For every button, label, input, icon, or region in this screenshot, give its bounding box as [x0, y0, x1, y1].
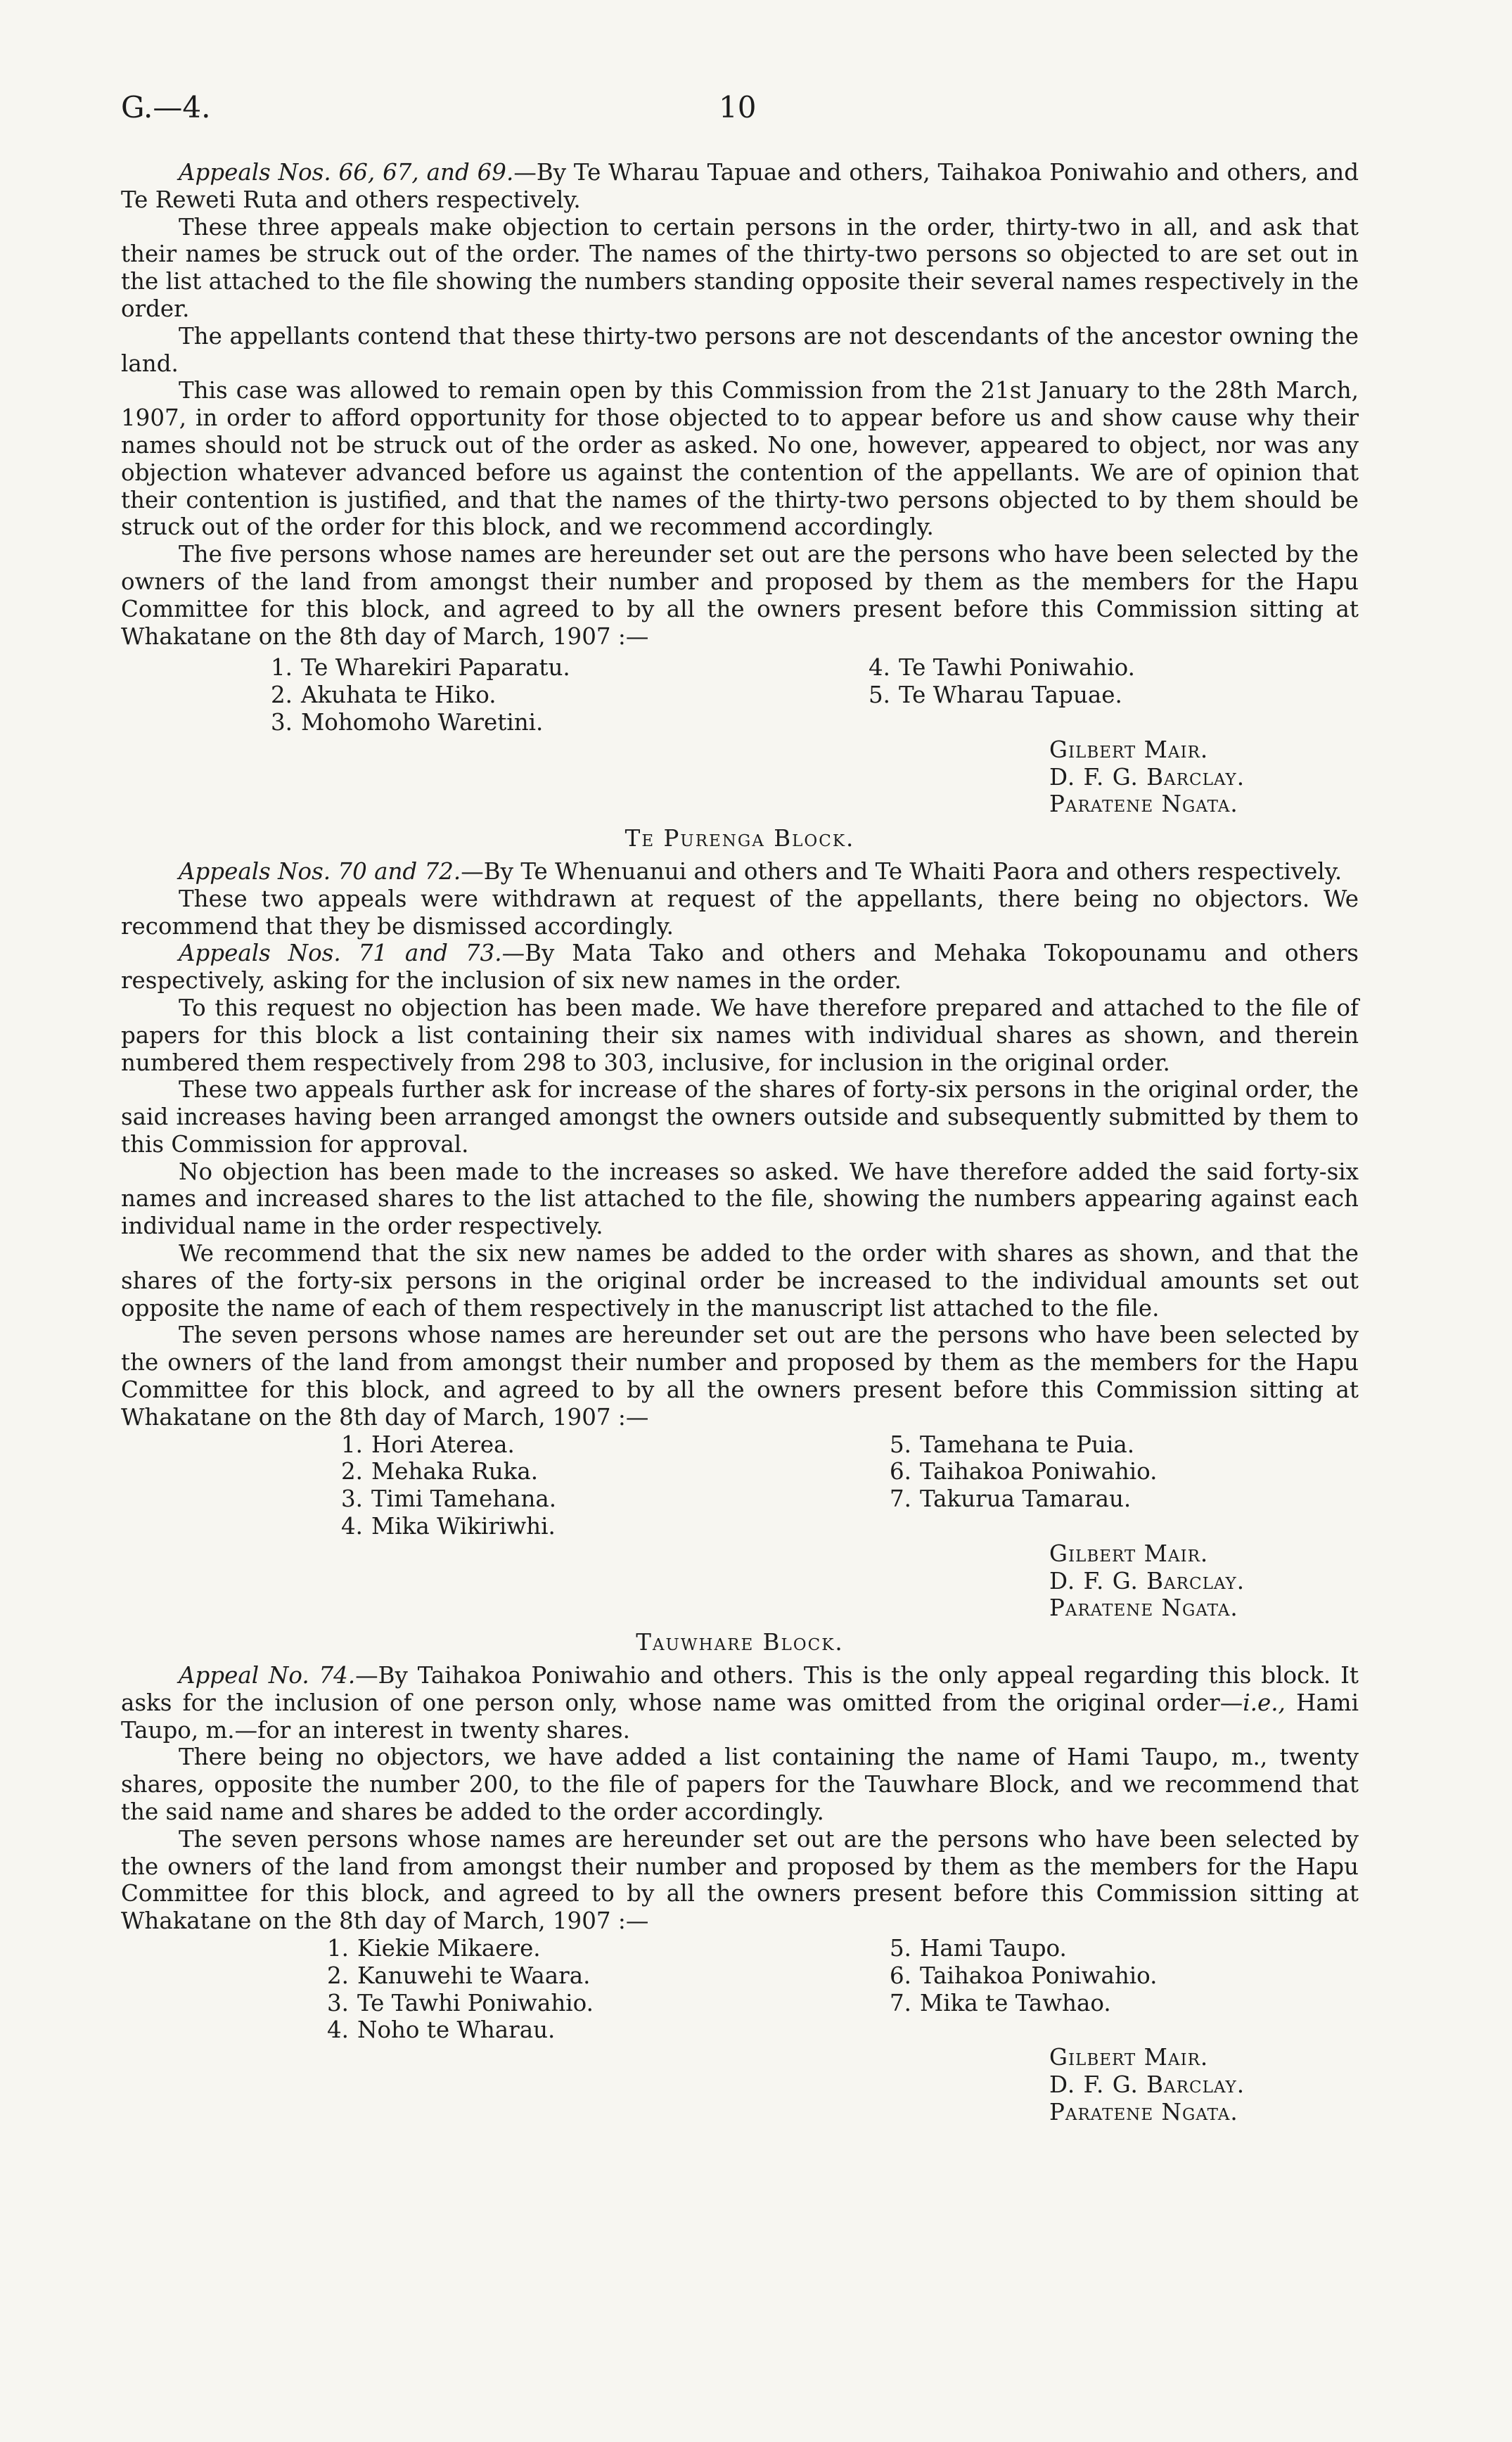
list-item: 4. Mika Wikiriwhi.	[340, 1513, 556, 1540]
committee-list-right	[880, 1431, 1158, 1540]
list-item: 1. Te Wharekiri Paparatu.	[270, 654, 570, 682]
committee-list	[121, 1935, 1359, 2044]
appeal-heading: Appeals Nos. 70 and 72.	[179, 857, 461, 885]
signatory: D. F. G. Barclay.	[1049, 763, 1245, 791]
body-paragraph: To this request no objection has been made. We have therefore prepared and attached to the file of papers for this block a list containing their six names with individual shares as shown, and therein numbered them respectively from 298 to 303, inclusive, for inclusion in the original order.	[121, 994, 1359, 1076]
signatory: D. F. G. Barclay.	[1049, 1567, 1245, 1594]
signature-block	[1049, 1540, 1359, 1622]
section-title: Tauwhare Block.	[636, 1629, 844, 1656]
signatory: Paratene Ngata.	[1049, 2098, 1238, 2125]
signatory: Paratene Ngata.	[1049, 1594, 1238, 1622]
body-paragraph: The five persons whose names are hereunder set out are the persons who have been selected by the owners of the land from amongst their number and proposed by them as the members for the Hapu Committee for this block, and agreed to by all the owners present before this Commission sitting at Whakatane on the 8th day of March, 1907 :—	[121, 541, 1359, 650]
appeal-text: —By Te Wharau Tapuae and others, Taihakoa Poniwahio and others, and Te Reweti Ruta and others respectively.	[121, 159, 1359, 213]
appeal-heading: Appeals Nos. 71 and 73.	[179, 940, 502, 967]
section-title: Te Purenga Block.	[624, 825, 855, 852]
body-paragraph: This case was allowed to remain open by this Commission from the 21st January to the 28th March, 1907, in order to afford opportunity for those objected to to appear before us and show cause why their names should not be struck out of the order as asked. No one, however, appeared to object, nor was any objection whatever advanced before us against the contention of the appellants. We are of opinion that their contention is justified, and that the names of the thirty-two persons objected to by them should be struck out of the order for this block, and we recommend accordingly.	[121, 377, 1359, 541]
list-item: 2. Mehaka Ruka.	[340, 1458, 539, 1485]
list-item: 4. Noho te Wharau.	[326, 2016, 556, 2044]
list-item: 4. Te Tawhi Poniwahio.	[868, 654, 1136, 682]
committee-list	[121, 1431, 1359, 1540]
signatory: Gilbert Mair.	[1049, 736, 1209, 763]
list-item: 7. Mika te Tawhao.	[889, 1989, 1111, 2016]
page-header	[121, 90, 1391, 132]
list-item: 5. Tamehana te Puia.	[889, 1431, 1135, 1458]
body-paragraph: These two appeals were withdrawn at request of the appellants, there being no objectors. We recommend that they be dismissed accordingly.	[121, 885, 1359, 940]
body-paragraph: These three appeals make objection to certain persons in the order, thirty-two in all, and ask that their names be struck out of the order. The names of the thirty-two persons so objected to are set out in the list attached to the file showing the numbers standing opposite their several names respectively in the order.	[121, 213, 1359, 322]
appeal-abbreviation: i.e.,	[1243, 1689, 1286, 1716]
committee-list-left	[332, 1431, 866, 1540]
signature-block	[1049, 2044, 1359, 2125]
list-item: 1. Kiekie Mikaere.	[326, 1935, 541, 1962]
body-paragraph: The seven persons whose names are hereunder set out are the persons who have been selected by the owners of the land from amongst their number and proposed by them as the members for the Hapu Committee for this block, and agreed to by all the owners present before this Commission sitting at Whakatane on the 8th day of March, 1907 :—	[121, 1825, 1359, 1935]
list-item: 5. Hami Taupo.	[889, 1935, 1067, 1962]
signatory: Gilbert Mair.	[1049, 2044, 1209, 2071]
list-item: 7. Takurua Tamarau.	[889, 1485, 1132, 1513]
page-body	[121, 159, 1359, 2126]
appeal-paragraph	[121, 1662, 1359, 1744]
appeal-paragraph	[121, 940, 1359, 995]
body-paragraph: No objection has been made to the increases so asked. We have therefore added the said forty-six names and increased shares to the list attached to the file, showing the numbers appearing against each individual name in the order respectively.	[121, 1158, 1359, 1240]
list-item: 3. Te Tawhi Poniwahio.	[326, 1989, 594, 2016]
body-paragraph: There being no objectors, we have added a list containing the name of Hami Taupo, m., twenty shares, opposite the number 200, to the file of papers for the Tauwhare Block, and we recommend that the said name and shares be added to the order accordingly.	[121, 1744, 1359, 1826]
body-paragraph: The appellants contend that these thirty-two persons are not descendants of the ancestor owning the land.	[121, 322, 1359, 377]
appeal-text: Hami Taupo, m.—for an interest in twenty shares.	[121, 1689, 1359, 1744]
body-paragraph: The seven persons whose names are hereunder set out are the persons who have been selected by the owners of the land from amongst their number and proposed by them as the members for the Hapu Committee for this block, and agreed to by all the owners present before this Commission sitting at Whakatane on the 8th day of March, 1907 :—	[121, 1322, 1359, 1431]
appeal-paragraph	[121, 858, 1359, 886]
appeal-text: —By Taihakoa Poniwahio and others. This is the only appeal regarding this block. It asks for the inclusion of one person only, whose name was omitted from the original order—	[121, 1662, 1359, 1716]
page-number: 10	[719, 90, 757, 124]
committee-list-right	[859, 654, 1135, 736]
signatory: D. F. G. Barclay.	[1049, 2071, 1245, 2098]
committee-list	[121, 654, 1359, 736]
list-item: 6. Taihakoa Poniwahio.	[889, 1962, 1158, 1989]
list-item: 2. Akuhata te Hiko.	[270, 682, 496, 709]
list-item: 6. Taihakoa Poniwahio.	[889, 1458, 1158, 1485]
body-paragraph: We recommend that the six new names be added to the order with shares as shown, and that the shares of the forty-six persons in the original order be increased to the individual amounts set out opposite the name of each of them respectively in the manuscript list attached to the file.	[121, 1240, 1359, 1322]
appeal-heading: Appeals Nos. 66, 67, and 69.	[179, 159, 514, 186]
list-item: 2. Kanuwehi te Waara.	[326, 1962, 591, 1989]
committee-list-left	[262, 654, 796, 736]
list-item: 5. Te Wharau Tapuae.	[868, 682, 1122, 709]
committee-list-right	[880, 1935, 1158, 2044]
signatory: Paratene Ngata.	[1049, 791, 1238, 818]
body-paragraph: These two appeals further ask for increase of the shares of forty-six persons in the original order, the said increases having been arranged amongst the owners outside and subsequently submitted by them to this Commission for approval.	[121, 1076, 1359, 1158]
signature-block	[1049, 736, 1359, 818]
appeal-heading: Appeal No. 74.	[179, 1662, 356, 1689]
signatory: Gilbert Mair.	[1049, 1540, 1209, 1567]
list-item: 3. Mohomoho Waretini.	[270, 708, 544, 736]
list-item: 1. Hori Aterea.	[340, 1431, 515, 1458]
list-item: 3. Timi Tamehana.	[340, 1485, 557, 1513]
appeal-paragraph	[121, 159, 1359, 214]
committee-list-left	[318, 1935, 866, 2044]
document-code: G.—4.	[121, 90, 211, 124]
appeal-text: —By Te Whenuanui and others and Te Whaiti Paora and others respectively.	[461, 857, 1343, 885]
appeal-text: —By Mata Tako and others and Mehaka Tokopounamu and others respectively, asking for the inclusion of six new names in the order.	[121, 940, 1359, 995]
